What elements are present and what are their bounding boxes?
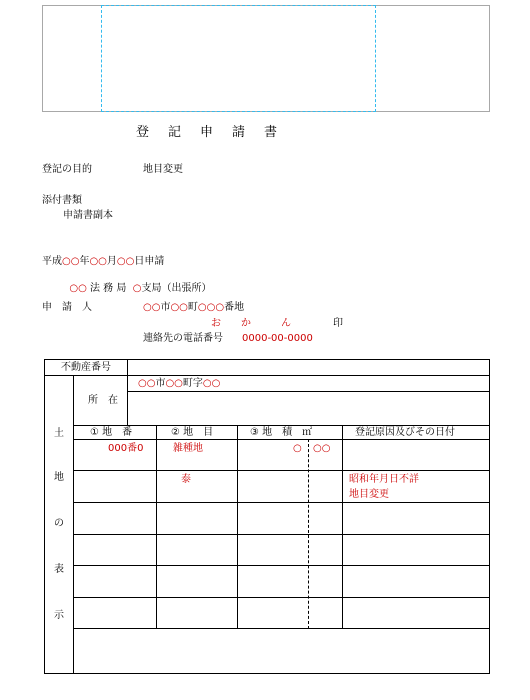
side-label-char: の [54,518,64,529]
title-char: 記 [168,125,182,140]
branch-type: 支局（出張所） [141,283,212,294]
header-land-category: ② 地 目 [171,427,214,438]
side-label-char: 示 [54,610,64,621]
purpose-label: 登記の目的 [42,164,92,175]
seal-mark: 印 [333,318,343,329]
application-date [42,256,164,268]
side-label-char: 地 [54,472,64,483]
office-type: 法 務 局 [86,283,133,294]
attachments-label: 添付書類 [42,195,82,206]
addr-part: 番地 [224,302,245,313]
addr-part: ○○○ [197,302,225,313]
purpose-value: 地目変更 [143,164,183,175]
header-lot-number: ① 地 番 [90,427,133,438]
land-category-value: 雑種地 [173,443,203,454]
title-char: 申 [200,125,214,140]
header-land-area: ③ 地 積 ㎡ [250,427,313,438]
day-unit: 日申請 [134,256,165,267]
phone-label: 連絡先の電話番号 [143,333,223,344]
month-value: ○○ [89,256,107,267]
title-char: 登 [136,125,150,140]
location-label: 所 在 [88,395,118,406]
year-value: ○○ [62,256,80,267]
loc-part: 町字 [182,378,203,389]
loc-part: ○○ [138,378,156,389]
applicant-label: 申 請 人 [42,302,92,313]
title-char: 請 [232,125,246,140]
document-title [136,121,296,140]
addr-part: ○○ [143,302,161,313]
phone-number: 0000-00-0000 [242,333,313,344]
land-area-decimal: ○○ [313,443,331,454]
addr-part: 市 [160,302,171,313]
era: 平成 [42,256,62,267]
applicant-name: お か ん [211,318,291,329]
title-char: 書 [264,125,278,140]
new-land-category-value: 泰 [181,474,191,485]
property-number-label: 不動産番号 [61,362,111,373]
loc-part: 市 [155,378,166,389]
attachment-item: 申請書副本 [63,210,113,221]
lot-number-value: 000番0 [108,443,144,454]
loc-part: ○○ [202,378,221,389]
branch-name: ○ [132,283,142,294]
side-label-char: 土 [54,428,64,439]
month-unit: 月 [106,256,117,267]
loc-part: ○○ [165,378,183,389]
land-area-integer: ○ [293,443,302,454]
registry-office [63,271,211,295]
addr-part: 町 [187,302,198,313]
header-registration-cause: 登記原因及びその日付 [355,427,455,438]
registration-cause-date: 昭和年月日不詳 [349,474,419,485]
side-label-char: 表 [54,564,64,575]
year-unit: 年 [79,256,90,267]
revenue-stamp-box [101,5,376,112]
day-value: ○○ [116,256,135,267]
location-value [138,378,220,390]
applicant-address [143,302,244,314]
addr-part: ○○ [170,302,188,313]
registration-cause-text: 地目変更 [349,489,389,500]
office-name: ○○ [69,283,87,294]
